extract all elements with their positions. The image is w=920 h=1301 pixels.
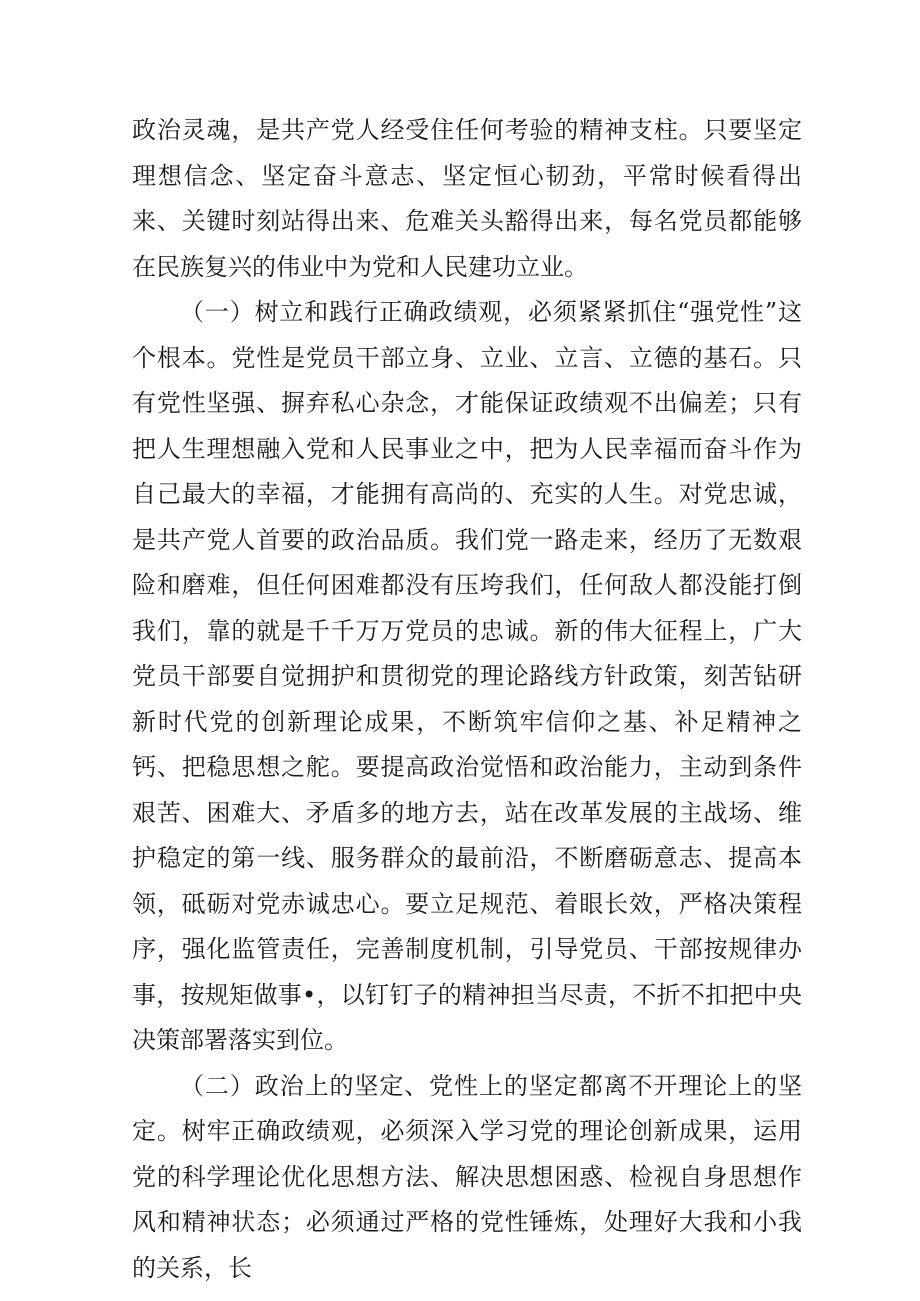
paragraph-section-one: （一）树立和践行正确政绩观，必须紧紧抓住“强党性”这个根本。党性是党员干部立身、立业、立言、立德的基石。只有党性坚强、摒弃私心杂念，才能保证政绩观不出偏差；只有把人生理想融入党和人民事业之中，把为人民幸福而奋斗作为自己最大的幸福，才能拥有高尚的、充实的人生。对党忠诚，是共产党人首要的政治品质。我们党一路走来，经历了无数艰险和磨难，但任何困难都没有压垮我们，任何敌人都没能打倒我们，靠的就是千千万万党员的忠诚。新的伟大征程上，广大党员干部要自觉拥护和贯彻党的理论路线方针政策，刻苦钻研新时代党的创新理论成果，不断筑牢信仰之基、补足精神之钙、把稳思想之舵。要提高政治觉悟和政治能力，主动到条件艰苦、困难大、矛盾多的地方去，站在改革发展的主战场、维护稳定的第一线、服务群众的最前沿，不断磨砺意志、提高本领，砥砺对党赤诚忠心。要立足规范、着眼长效，严格决策程序，强化监管责任，完善制度机制，引导党员、干部按规律办事，按规矩做事•，以钉钉子的精神担当尽责，不折不扣把中央决策部署落实到位。 [132,298,802,1054]
body-text [132,108,802,1291]
paragraph-continuation: 政治灵魂，是共产党人经受住任何考验的精神支柱。只要坚定理想信念、坚定奋斗意志、坚定恒心韧劲，平常时候看得出来、关键时刻站得出来、危难关头豁得出来，每名党员都能够在民族复兴的伟业中为党和人民建功立业。 [132,116,802,281]
paragraph-section-two: （二）政治上的坚定、党性上的坚定都离不开理论上的坚定。树牢正确政绩观，必须深入学习党的理论创新成果，运用党的科学理论优化思想方法、解决思想困惑、检视自身思想作风和精神状态；必须通过严格的党性锤炼，处理好大我和小我的关系，长 [132,1071,802,1282]
